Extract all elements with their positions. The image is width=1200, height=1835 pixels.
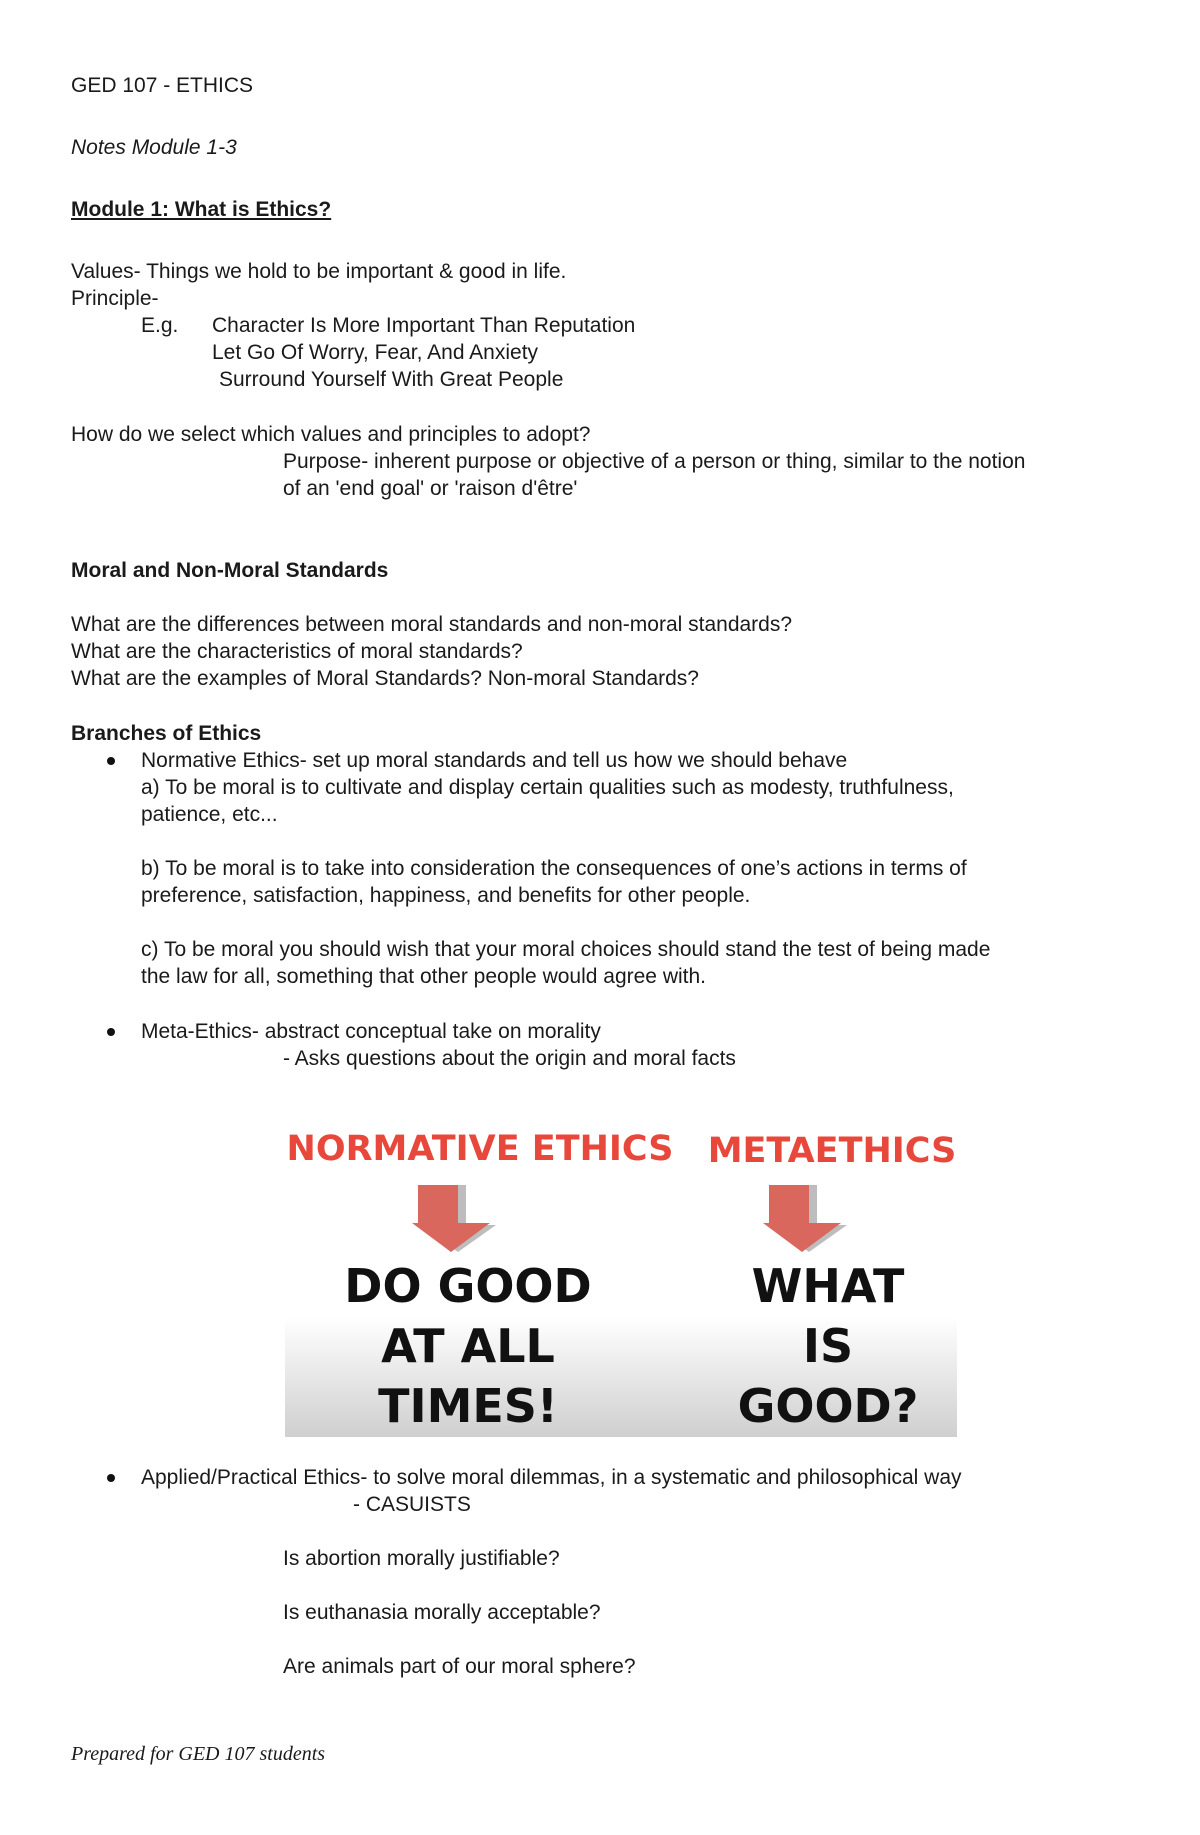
normative-point-b-cont: preference, satisfaction, happiness, and benefits for other people. <box>141 884 751 907</box>
bullet-icon <box>107 1474 115 1482</box>
moral-standards-heading: Moral and Non-Moral Standards <box>71 559 389 582</box>
normative-point-c-cont: the law for all, something that other people would agree with. <box>141 965 707 988</box>
moral-question: What are the characteristics of moral standards? <box>71 640 523 663</box>
example-item: Character Is More Important Than Reputation <box>212 314 636 337</box>
arrow-down-icon <box>412 1185 496 1252</box>
moral-question: What are the differences between moral standards and non-moral standards? <box>71 613 793 636</box>
module1-heading: Module 1: What is Ethics? <box>71 198 332 221</box>
page-footer: Prepared for GED 107 students <box>71 1743 326 1765</box>
select-question: How do we select which values and principles to adopt? <box>71 423 591 446</box>
normative-slogan-line: TIMES! <box>378 1379 558 1433</box>
branches-heading: Branches of Ethics <box>71 722 262 745</box>
normative-ethics-title: Normative Ethics- set up moral standards and tell us how we should behave <box>141 749 848 772</box>
normative-point-b: b) To be moral is to take into consideration the consequences of one’s actions in terms of <box>141 857 967 880</box>
metaethics-slogan-line: IS <box>802 1319 854 1373</box>
values-definition: Values- Things we hold to be important & good in life. <box>71 260 567 283</box>
moral-question: What are the examples of Moral Standards? Non-moral Standards? <box>71 667 699 690</box>
metaethics-heading: METAETHICS <box>707 1131 957 1171</box>
normative-slogan-line: AT ALL <box>381 1319 555 1373</box>
applied-question: Is euthanasia morally acceptable? <box>283 1601 601 1624</box>
eg-label: E.g. <box>141 314 179 337</box>
normative-heading: NORMATIVE ETHICS <box>286 1129 674 1169</box>
example-item: Surround Yourself With Great People <box>219 368 564 391</box>
ethics-comparison-graphic <box>285 1112 957 1437</box>
normative-point-a: a) To be moral is to cultivate and display certain qualities such as modesty, truthfulness, <box>141 776 954 799</box>
arrow-down-icon <box>763 1185 847 1252</box>
principle-label: Principle- <box>71 287 159 310</box>
notes-subtitle: Notes Module 1-3 <box>71 136 237 159</box>
metaethics-slogan-line: WHAT <box>751 1259 905 1313</box>
applied-ethics-title: Applied/Practical Ethics- to solve moral dilemmas, in a systematic and philosophical way <box>141 1466 962 1489</box>
bullet-icon <box>107 1028 115 1036</box>
applied-question: Are animals part of our moral sphere? <box>283 1655 636 1678</box>
applied-ethics-sub: - CASUISTS <box>353 1493 471 1516</box>
example-item: Let Go Of Worry, Fear, And Anxiety <box>212 341 539 364</box>
purpose-definition-cont: of an 'end goal' or 'raison d'être' <box>283 477 578 500</box>
bullet-icon <box>107 757 115 765</box>
normative-point-c: c) To be moral you should wish that your moral choices should stand the test of being made <box>141 938 991 961</box>
normative-slogan-line: DO GOOD <box>344 1259 592 1313</box>
course-title: GED 107 - ETHICS <box>71 74 254 97</box>
applied-question: Is abortion morally justifiable? <box>283 1547 560 1570</box>
meta-ethics-sub: - Asks questions about the origin and moral facts <box>283 1047 736 1070</box>
metaethics-slogan-line: GOOD? <box>737 1379 919 1433</box>
purpose-definition: Purpose- inherent purpose or objective of a person or thing, similar to the notion <box>283 450 1026 473</box>
normative-point-a-cont: patience, etc... <box>141 803 278 826</box>
meta-ethics-title: Meta-Ethics- abstract conceptual take on morality <box>141 1020 601 1043</box>
